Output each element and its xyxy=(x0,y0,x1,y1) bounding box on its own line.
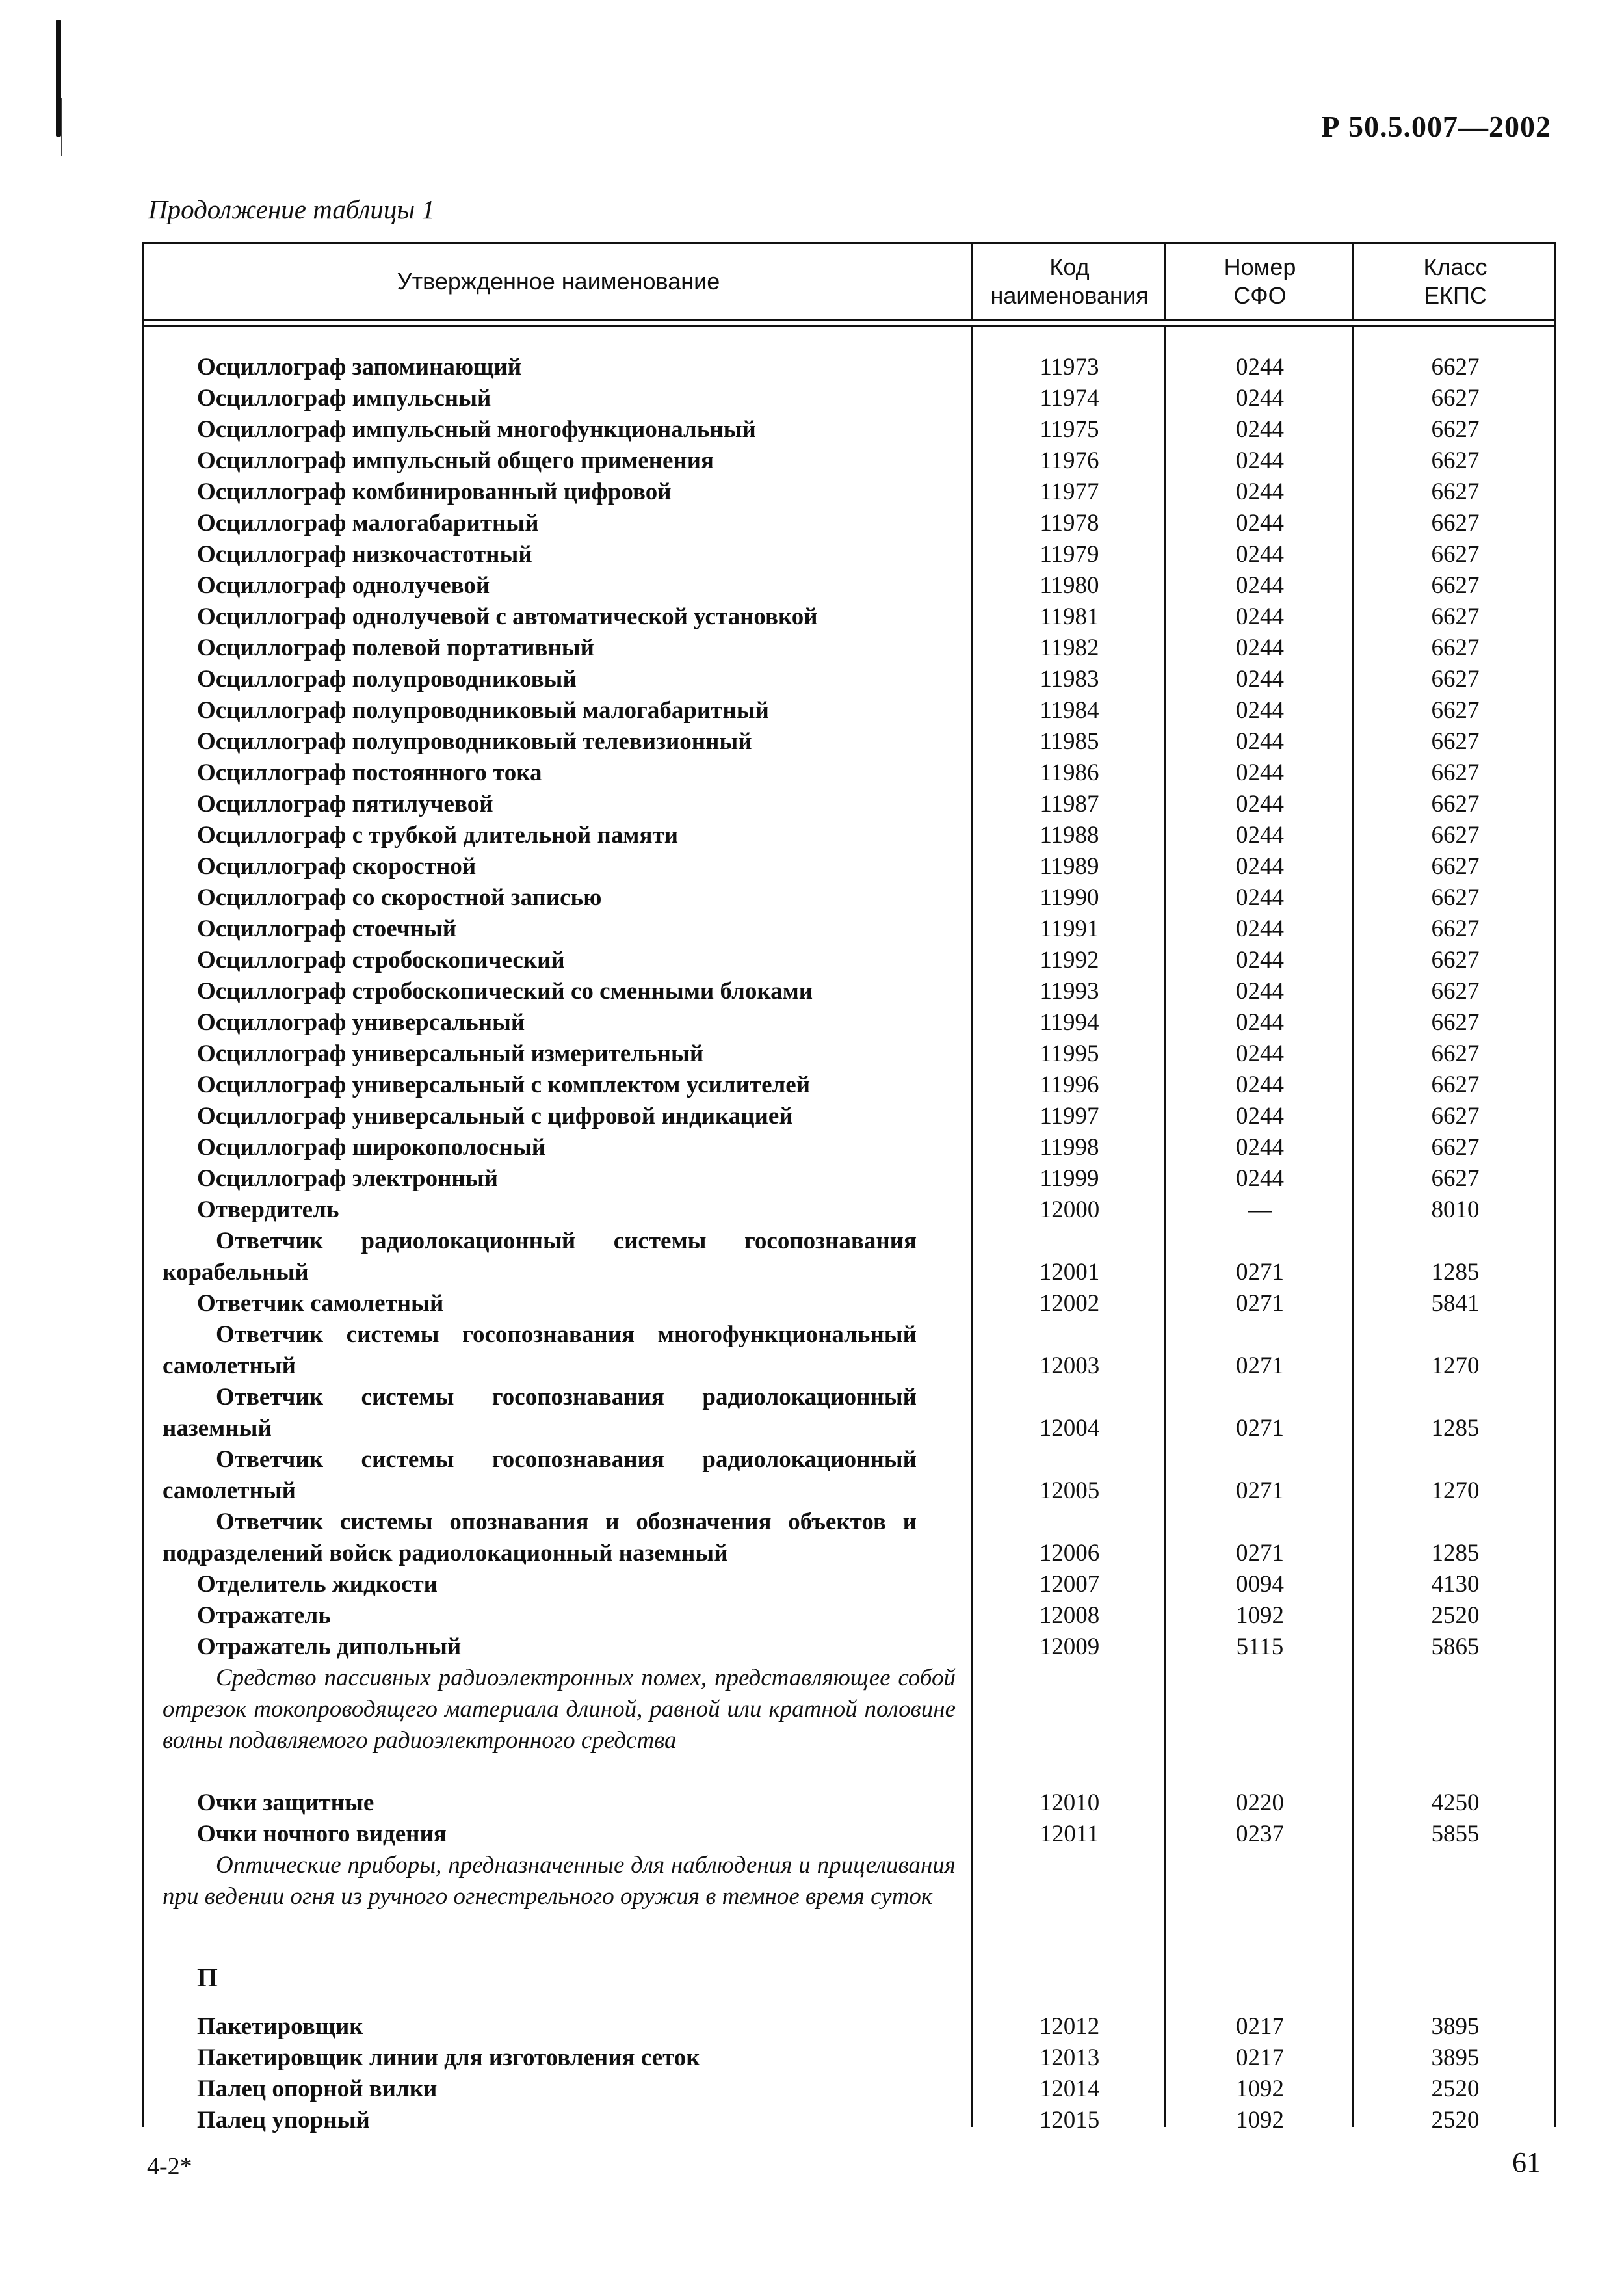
name-code: 11983 xyxy=(1040,666,1099,693)
name-code: 11976 xyxy=(1040,447,1099,474)
sfo-number: 0244 xyxy=(1236,510,1284,536)
ekps-class: 2520 xyxy=(1431,2107,1480,2133)
name-code: 11975 xyxy=(1040,416,1099,443)
document-code: Р 50.5.007—2002 xyxy=(1321,110,1551,143)
table-row xyxy=(144,1007,1554,1038)
table-row xyxy=(144,383,1554,414)
name-code: 12005 xyxy=(1039,1477,1100,1504)
item-name: Осциллограф однолучевой с автоматической установкой xyxy=(197,603,818,630)
item-description: Оптические приборы, предназначенные для наблюдения и прицеливания при ведении огня из ручного огнестрельного оружия в темное время суток xyxy=(163,1852,956,1910)
sfo-number: 1092 xyxy=(1236,2076,1284,2102)
name-code: 12015 xyxy=(1039,2107,1100,2133)
sfo-number: 0244 xyxy=(1236,1165,1284,1192)
column-divider xyxy=(1352,244,1354,319)
name-code: 11989 xyxy=(1040,853,1099,880)
sfo-number: 0244 xyxy=(1236,572,1284,599)
name-code: 11974 xyxy=(1040,385,1099,412)
table-row xyxy=(144,539,1554,570)
scan-artifact xyxy=(56,20,61,137)
ekps-class: 6627 xyxy=(1431,479,1480,505)
name-code: 11982 xyxy=(1040,635,1099,661)
name-code: 12013 xyxy=(1039,2044,1100,2071)
name-code: 11978 xyxy=(1040,510,1099,536)
ekps-class: 2520 xyxy=(1431,2076,1480,2102)
header-double-rule xyxy=(142,319,1556,327)
table-row xyxy=(144,1444,1554,1507)
table-row xyxy=(144,1819,1554,1850)
ekps-class: 6627 xyxy=(1431,1103,1480,1129)
item-name: Осциллограф комбинированный цифровой xyxy=(197,479,672,505)
name-code: 12008 xyxy=(1039,1602,1100,1629)
item-name: Осциллограф малогабаритный xyxy=(197,510,539,536)
item-name: Отражатель xyxy=(197,1602,331,1629)
item-name: Осциллограф импульсный многофункциональный xyxy=(197,416,756,443)
item-name: Осциллограф низкочастотный xyxy=(197,541,532,568)
ekps-class: 6627 xyxy=(1431,791,1480,817)
name-code: 12002 xyxy=(1039,1290,1100,1317)
column-divider xyxy=(971,244,973,319)
sfo-number: 0271 xyxy=(1236,1259,1284,1286)
sfo-number: 0244 xyxy=(1236,728,1284,755)
ekps-class: 6627 xyxy=(1431,447,1480,474)
table-row xyxy=(144,477,1554,508)
ekps-class: 6627 xyxy=(1431,416,1480,443)
sfo-number: 0244 xyxy=(1236,635,1284,661)
name-code: 11990 xyxy=(1040,884,1099,911)
sfo-number: 0244 xyxy=(1236,1103,1284,1129)
name-code: 11987 xyxy=(1040,791,1099,817)
header-name-code: Код наименования xyxy=(990,254,1149,309)
sfo-number: 0244 xyxy=(1236,479,1284,505)
ekps-class: 1270 xyxy=(1431,1353,1480,1379)
sfo-number: 1092 xyxy=(1236,2107,1284,2133)
name-code: 12007 xyxy=(1039,1571,1100,1598)
table-row xyxy=(144,352,1554,383)
item-name: Осциллограф полевой портативный xyxy=(197,635,594,661)
sfo-number: 0271 xyxy=(1236,1540,1284,1566)
name-code: 12009 xyxy=(1039,1633,1100,1660)
sfo-number: 0244 xyxy=(1236,759,1284,786)
item-name: Осциллограф однолучевой xyxy=(197,572,490,599)
item-name: Осциллограф импульсный xyxy=(197,385,491,412)
item-name: Осциллограф импульсный общего применения xyxy=(197,447,714,474)
sfo-number: 1092 xyxy=(1236,1602,1284,1629)
item-name: Осциллограф широкополосный xyxy=(197,1134,546,1161)
ekps-class: 6627 xyxy=(1431,666,1480,693)
item-name: Очки защитные xyxy=(197,1789,374,1816)
sfo-number: 0244 xyxy=(1236,447,1284,474)
ekps-class: 6627 xyxy=(1431,728,1480,755)
sfo-number: 0271 xyxy=(1236,1353,1284,1379)
item-description: Средство пассивных радиоэлектронных помех, представляющее собой отрезок токопроводящего материала длиной, равной или кратной половине волны подавляемого радиоэлектронного средства xyxy=(163,1665,956,1754)
sfo-number: 0244 xyxy=(1236,978,1284,1005)
item-name: Осциллограф электронный xyxy=(197,1165,498,1192)
name-code: 12012 xyxy=(1039,2013,1100,2040)
nomenclature-table xyxy=(142,242,1556,2133)
column-divider xyxy=(1164,244,1166,319)
table-row xyxy=(144,945,1554,976)
page-number: 61 xyxy=(1512,2146,1541,2178)
ekps-class: 6627 xyxy=(1431,510,1480,536)
sfo-number: 0271 xyxy=(1236,1290,1284,1317)
sfo-number: 0244 xyxy=(1236,822,1284,849)
table-row xyxy=(144,2011,1554,2042)
sfo-number: 0271 xyxy=(1236,1477,1284,1504)
item-name: Ответчик системы опознавания и обозначения объектов и подразделений войск радиолокационный наземный xyxy=(163,1509,917,1566)
item-name: Ответчик системы госопознавания многофункциональный самолетный xyxy=(163,1321,917,1379)
sfo-number: 0217 xyxy=(1236,2044,1284,2071)
name-code: 11998 xyxy=(1040,1134,1099,1161)
ekps-class: 5841 xyxy=(1431,1290,1480,1317)
name-code: 11995 xyxy=(1040,1040,1099,1067)
name-code: 12000 xyxy=(1039,1196,1100,1223)
sfo-number: 0244 xyxy=(1236,791,1284,817)
table-row xyxy=(144,1788,1554,1819)
ekps-class: 3895 xyxy=(1431,2044,1480,2071)
table-row xyxy=(144,664,1554,695)
sfo-number: 0244 xyxy=(1236,603,1284,630)
table-row xyxy=(144,726,1554,758)
table-row xyxy=(144,2074,1554,2105)
item-name: Осциллограф полупроводниковый xyxy=(197,666,577,693)
ekps-class: 4130 xyxy=(1431,1571,1480,1598)
sfo-number: 0244 xyxy=(1236,416,1284,443)
table-row xyxy=(144,601,1554,633)
ekps-class: 6627 xyxy=(1431,822,1480,849)
sfo-number: 0244 xyxy=(1236,947,1284,973)
ekps-class: 6627 xyxy=(1431,541,1480,568)
item-name: Осциллограф универсальный с комплектом усилителей xyxy=(197,1072,811,1098)
ekps-class: 5865 xyxy=(1431,1633,1480,1660)
name-code: 12010 xyxy=(1039,1789,1100,1816)
name-code: 11999 xyxy=(1040,1165,1099,1192)
item-name: Осциллограф с трубкой длительной памяти xyxy=(197,822,679,849)
table-row xyxy=(144,1600,1554,1631)
item-name: Осциллограф скоростной xyxy=(197,853,477,880)
ekps-class: 6627 xyxy=(1431,1040,1480,1067)
sfo-number: 0244 xyxy=(1236,853,1284,880)
sfo-number: 0220 xyxy=(1236,1789,1284,1816)
ekps-class: 6627 xyxy=(1431,1009,1480,1036)
item-name: Осциллограф стробоскопический со сменными блоками xyxy=(197,978,813,1005)
item-name: Осциллограф запоминающий xyxy=(197,354,522,380)
sfo-number: — xyxy=(1248,1196,1272,1223)
header-approved-name: Утвержденное наименование xyxy=(397,268,720,295)
sfo-number: 0271 xyxy=(1236,1415,1284,1442)
ekps-class: 1285 xyxy=(1431,1415,1480,1442)
name-code: 12004 xyxy=(1039,1415,1100,1442)
name-code: 11988 xyxy=(1040,822,1099,849)
ekps-class: 8010 xyxy=(1431,1196,1480,1223)
ekps-class: 6627 xyxy=(1431,1134,1480,1161)
table-row xyxy=(144,851,1554,882)
ekps-class: 6627 xyxy=(1431,884,1480,911)
ekps-class: 6627 xyxy=(1431,385,1480,412)
name-code: 11996 xyxy=(1040,1072,1099,1098)
scan-artifact-thin xyxy=(61,98,62,156)
table-row xyxy=(144,789,1554,820)
name-code: 11984 xyxy=(1040,697,1099,724)
ekps-class: 2520 xyxy=(1431,1602,1480,1629)
ekps-class: 6627 xyxy=(1431,759,1480,786)
item-name: Осциллограф полупроводниковый малогабаритный xyxy=(197,697,769,724)
table-row xyxy=(144,2105,1554,2136)
name-code: 12014 xyxy=(1039,2076,1100,2102)
sheet-mark: 4-2* xyxy=(147,2153,192,2180)
table-row xyxy=(144,1070,1554,1101)
name-code: 11979 xyxy=(1040,541,1099,568)
item-name: Осциллограф стоечный xyxy=(197,916,457,942)
table-row xyxy=(144,882,1554,914)
name-code: 11981 xyxy=(1040,603,1099,630)
ekps-class: 5855 xyxy=(1431,1821,1480,1847)
table-row xyxy=(144,1382,1554,1444)
ekps-class: 6627 xyxy=(1431,603,1480,630)
name-code: 11997 xyxy=(1040,1103,1099,1129)
item-name: Очки ночного видения xyxy=(197,1821,447,1847)
table-row xyxy=(144,1194,1554,1226)
table-continuation-label: Продолжение таблицы 1 xyxy=(148,194,435,224)
sfo-number: 0244 xyxy=(1236,916,1284,942)
table-row xyxy=(144,414,1554,445)
ekps-class: 6627 xyxy=(1431,1165,1480,1192)
table-row xyxy=(144,1507,1554,1569)
item-name: Ответчик самолетный xyxy=(197,1290,444,1317)
ekps-class: 4250 xyxy=(1431,1789,1480,1816)
ekps-class: 3895 xyxy=(1431,2013,1480,2040)
table-row xyxy=(144,570,1554,601)
sfo-number: 0237 xyxy=(1236,1821,1284,1847)
table-row xyxy=(144,1101,1554,1132)
ekps-class: 1270 xyxy=(1431,1477,1480,1504)
description-row xyxy=(144,1663,1554,1788)
ekps-class: 1285 xyxy=(1431,1259,1480,1286)
item-name: Пакетировщик линии для изготовления сеток xyxy=(197,2044,700,2071)
table-row xyxy=(144,633,1554,664)
item-name: Осциллограф универсальный с цифровой индикацией xyxy=(197,1103,793,1129)
table-row xyxy=(144,1569,1554,1600)
name-code: 11980 xyxy=(1040,572,1099,599)
section-letter: П xyxy=(197,1962,218,1992)
table-row xyxy=(144,1319,1554,1382)
sfo-number: 5115 xyxy=(1236,1633,1284,1660)
item-name: Осциллограф стробоскопический xyxy=(197,947,565,973)
name-code: 11985 xyxy=(1040,728,1099,755)
table-row xyxy=(144,1038,1554,1070)
name-code: 12001 xyxy=(1039,1259,1100,1286)
item-name: Палец опорной вилки xyxy=(197,2076,438,2102)
sfo-number: 0244 xyxy=(1236,1072,1284,1098)
name-code: 11973 xyxy=(1040,354,1099,380)
ekps-class: 6627 xyxy=(1431,916,1480,942)
name-code: 12003 xyxy=(1039,1353,1100,1379)
sfo-number: 0244 xyxy=(1236,884,1284,911)
sfo-number: 0244 xyxy=(1236,1134,1284,1161)
item-name: Осциллограф пятилучевой xyxy=(197,791,493,817)
item-name: Осциллограф полупроводниковый телевизионный xyxy=(197,728,752,755)
item-name: Палец упорный xyxy=(197,2107,370,2133)
name-code: 11993 xyxy=(1040,978,1099,1005)
table-rows xyxy=(144,352,1554,2136)
header-sfo-number: Номер СФО xyxy=(1224,254,1296,309)
table-row xyxy=(144,1163,1554,1194)
item-name: Осциллограф постоянного тока xyxy=(197,759,542,786)
item-name: Ответчик радиолокационный системы госопознавания корабельный xyxy=(163,1228,917,1286)
ekps-class: 6627 xyxy=(1431,635,1480,661)
ekps-class: 1285 xyxy=(1431,1540,1480,1566)
table-row xyxy=(144,445,1554,477)
sfo-number: 0094 xyxy=(1236,1571,1284,1598)
item-name: Ответчик системы госопознавания радиолокационный наземный xyxy=(163,1384,917,1442)
item-name: Пакетировщик xyxy=(197,2013,363,2040)
sfo-number: 0244 xyxy=(1236,1009,1284,1036)
table-spacer xyxy=(144,1944,1554,1962)
table-row xyxy=(144,695,1554,726)
item-name: Отражатель дипольный xyxy=(197,1633,462,1660)
table-row xyxy=(144,914,1554,945)
item-name: Отделитель жидкости xyxy=(197,1571,438,1598)
table-header xyxy=(142,242,1556,319)
sfo-number: 0217 xyxy=(1236,2013,1284,2040)
sfo-number: 0244 xyxy=(1236,385,1284,412)
sfo-number: 0244 xyxy=(1236,541,1284,568)
name-code: 11992 xyxy=(1040,947,1099,973)
table-row xyxy=(144,508,1554,539)
name-code: 12011 xyxy=(1040,1821,1099,1847)
ekps-class: 6627 xyxy=(1431,697,1480,724)
table-row xyxy=(144,820,1554,851)
table-row xyxy=(144,758,1554,789)
table-row xyxy=(144,1132,1554,1163)
name-code: 11991 xyxy=(1040,916,1099,942)
sfo-number: 0244 xyxy=(1236,354,1284,380)
name-code: 12006 xyxy=(1039,1540,1100,1566)
table-row xyxy=(144,1226,1554,1288)
item-name: Ответчик системы госопознавания радиолокационный самолетный xyxy=(163,1446,917,1504)
name-code: 11994 xyxy=(1040,1009,1099,1036)
name-code: 11977 xyxy=(1040,479,1099,505)
name-code: 11986 xyxy=(1040,759,1099,786)
table-body xyxy=(142,327,1556,2133)
ekps-class: 6627 xyxy=(1431,354,1480,380)
ekps-class: 6627 xyxy=(1431,572,1480,599)
table-row xyxy=(144,976,1554,1007)
item-name: Отвердитель xyxy=(197,1196,339,1223)
item-name: Осциллограф универсальный измерительный xyxy=(197,1040,704,1067)
table-row xyxy=(144,1631,1554,1663)
ekps-class: 6627 xyxy=(1431,853,1480,880)
description-row xyxy=(144,1850,1554,1944)
ekps-class: 6627 xyxy=(1431,947,1480,973)
table-row xyxy=(144,1288,1554,1319)
sfo-number: 0244 xyxy=(1236,697,1284,724)
sfo-number: 0244 xyxy=(1236,666,1284,693)
item-name: Осциллограф универсальный xyxy=(197,1009,525,1036)
ekps-class: 6627 xyxy=(1431,978,1480,1005)
section-letter-row xyxy=(144,1962,1554,1993)
sfo-number: 0244 xyxy=(1236,1040,1284,1067)
table-spacer xyxy=(144,1993,1554,2011)
header-ekps-class: Класс ЕКПС xyxy=(1423,254,1487,309)
ekps-class: 6627 xyxy=(1431,1072,1480,1098)
table-row xyxy=(144,2042,1554,2074)
item-name: Осциллограф со скоростной записью xyxy=(197,884,602,911)
